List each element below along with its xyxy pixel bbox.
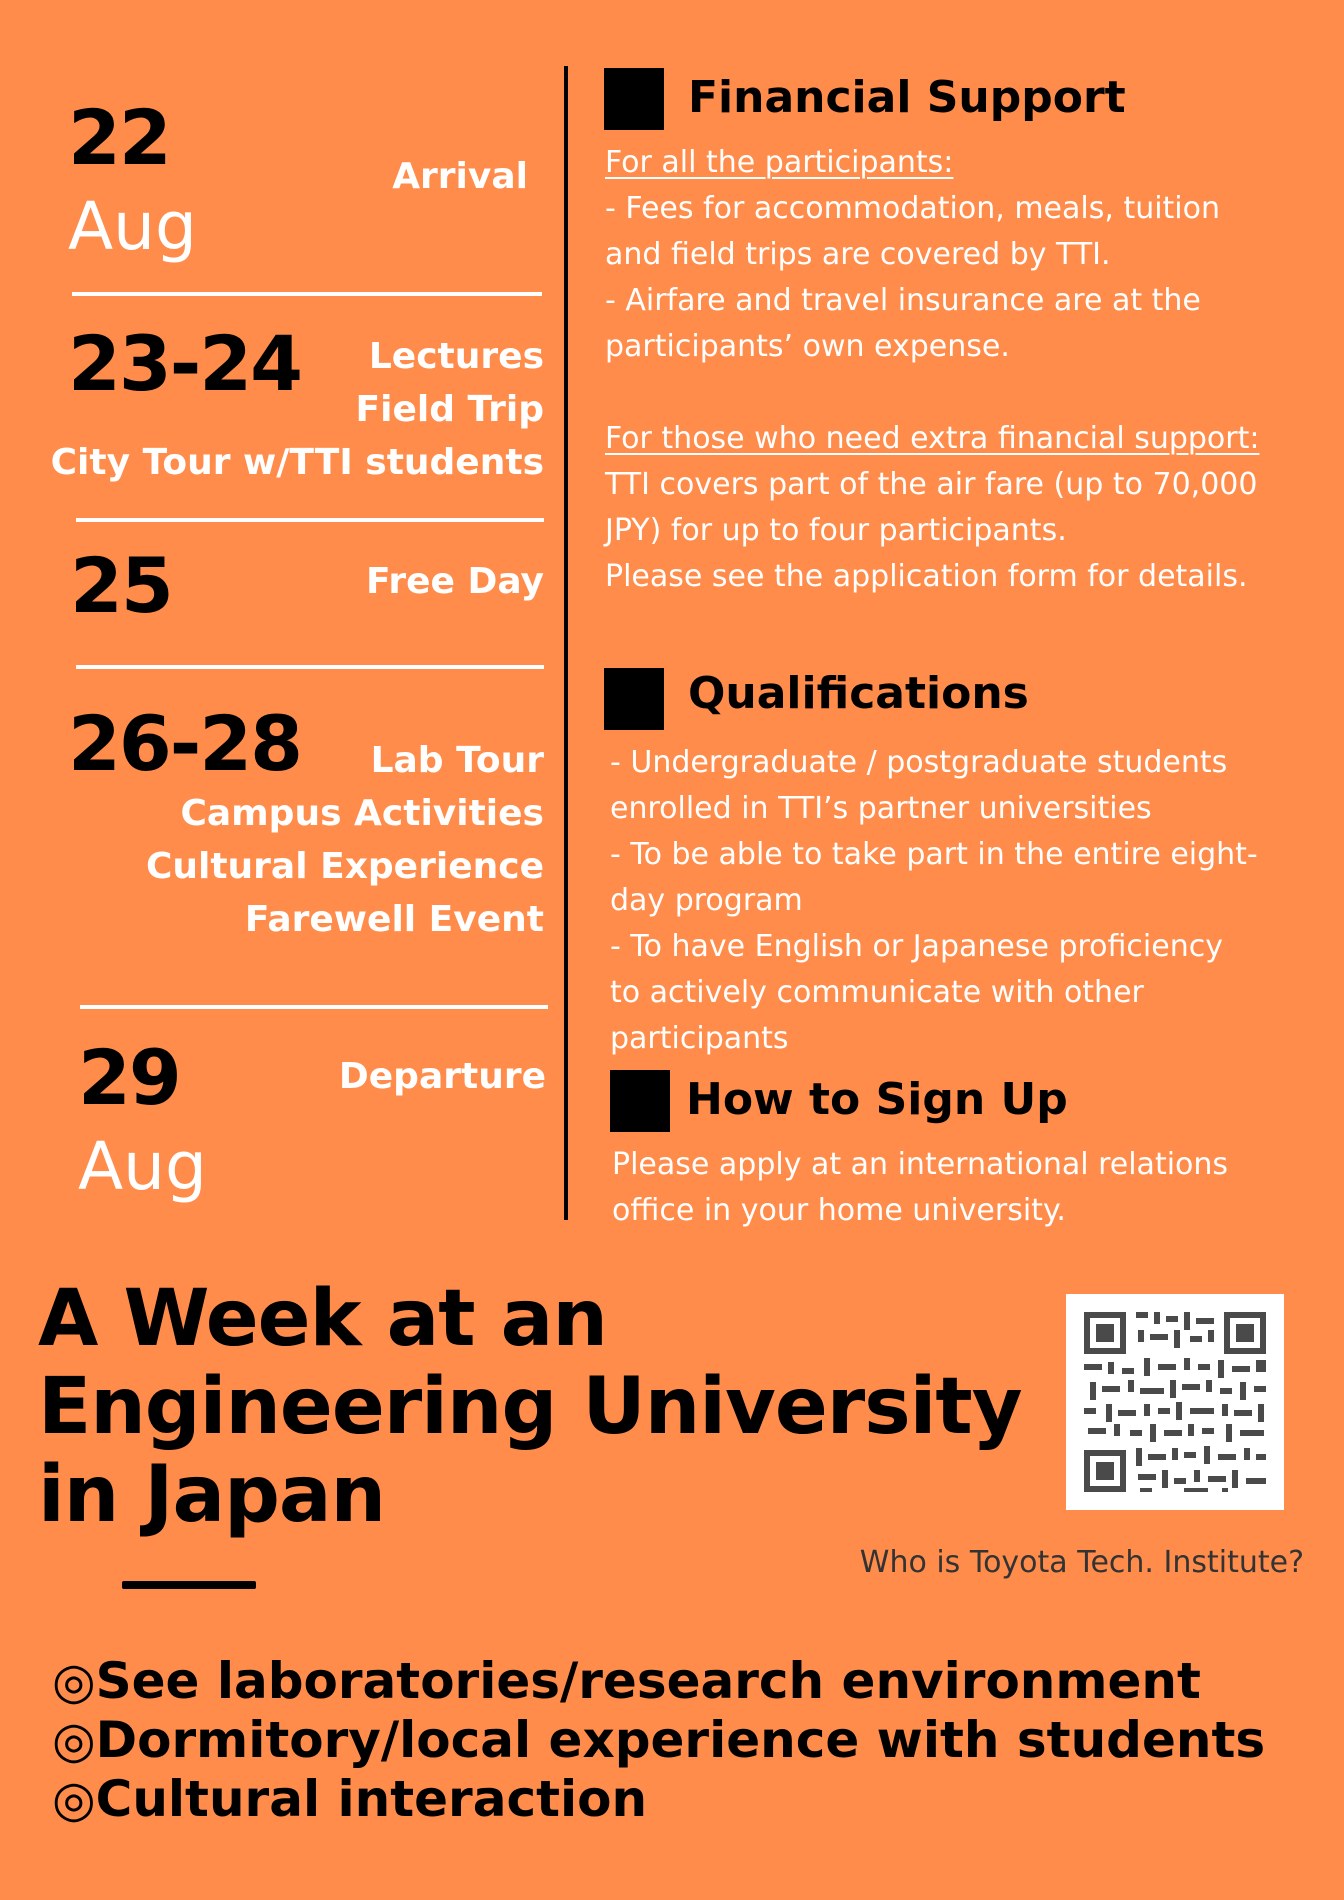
feature-list xyxy=(52,1652,1265,1829)
schedule-divider xyxy=(76,518,544,522)
financial-line: - Fees for accommodation, meals, tuition xyxy=(605,191,1221,226)
schedule-day-lectures: 23-24 xyxy=(68,319,302,408)
qualifications-heading: Qualifications xyxy=(688,668,1029,719)
schedule-divider xyxy=(72,292,542,296)
schedule-day-departure: 29 xyxy=(78,1033,180,1122)
qr-caption: Who is Toyota Tech. Institute? xyxy=(859,1545,1304,1580)
qualifications-body xyxy=(610,740,1334,1062)
feature-item: ◎Cultural interaction xyxy=(52,1770,648,1828)
spacer xyxy=(605,370,1335,416)
schedule-events-lab xyxy=(146,734,544,946)
financial-line: TTI covers part of the air fare (up to 70,000 xyxy=(605,467,1258,502)
feature-item: ◎Dormitory/local experience with students xyxy=(52,1711,1266,1769)
heading-square-icon xyxy=(604,668,664,730)
title-line: in Japan xyxy=(38,1450,386,1540)
schedule-divider xyxy=(76,665,544,669)
qualifications-line: enrolled in TTI’s partner universities xyxy=(610,791,1152,826)
schedule-event: Lectures xyxy=(368,336,544,377)
qr-code-graphic xyxy=(1066,1294,1284,1510)
schedule-event: Lab Tour xyxy=(370,740,544,781)
title-line: Engineering University xyxy=(38,1362,1022,1452)
column-divider xyxy=(564,66,568,1220)
poster-title xyxy=(38,1275,1022,1539)
financial-subheading-extra: For those who need extra financial support: xyxy=(605,421,1260,456)
title-line: A Week at an xyxy=(38,1274,607,1364)
financial-line: participants’ own expense. xyxy=(605,329,1010,364)
schedule-event: City Tour w/TTI students xyxy=(50,442,544,483)
qualifications-line: participants xyxy=(610,1021,789,1056)
schedule-day-lab: 26-28 xyxy=(68,699,302,788)
financial-subheading-all: For all the participants: xyxy=(605,145,954,180)
schedule-event-arrival: Arrival xyxy=(392,156,528,197)
financial-line: and field trips are covered by TTI. xyxy=(605,237,1111,272)
schedule-event-departure: Departure xyxy=(338,1056,546,1097)
schedule-event-free: Free Day xyxy=(366,561,544,602)
financial-line: JPY) for up to four participants. xyxy=(605,513,1067,548)
schedule-month-departure: Aug xyxy=(78,1128,207,1205)
qualifications-line: - Undergraduate / postgraduate students xyxy=(610,745,1228,780)
schedule-event: Campus Activities xyxy=(180,793,544,834)
financial-line: - Airfare and travel insurance are at the xyxy=(605,283,1201,318)
qualifications-line: day program xyxy=(610,883,803,918)
schedule-day-arrival: 22 xyxy=(68,93,170,182)
signup-body xyxy=(612,1142,1332,1234)
heading-square-icon xyxy=(610,1070,670,1132)
schedule-event: Cultural Experience xyxy=(145,846,544,887)
decorative-dash xyxy=(122,1581,256,1589)
schedule-events-lectures xyxy=(51,330,544,489)
signup-heading: How to Sign Up xyxy=(686,1074,1068,1125)
financial-support-body xyxy=(605,140,1335,600)
schedule-month-arrival: Aug xyxy=(68,188,197,265)
signup-line: Please apply at an international relations xyxy=(612,1147,1229,1182)
schedule-event: Field Trip xyxy=(355,389,544,430)
signup-line: office in your home university. xyxy=(612,1193,1066,1228)
schedule-event: Farewell Event xyxy=(244,899,544,940)
financial-support-heading: Financial Support xyxy=(688,72,1126,123)
qualifications-line: - To have English or Japanese proficiency xyxy=(610,929,1223,964)
heading-square-icon xyxy=(604,68,664,130)
schedule-day-free: 25 xyxy=(70,541,172,630)
feature-item: ◎See laboratories/research environment xyxy=(52,1652,1201,1710)
qualifications-line: - To be able to take part in the entire eight- xyxy=(610,837,1258,872)
schedule-divider xyxy=(80,1005,548,1009)
qr-code[interactable] xyxy=(1066,1294,1284,1510)
qualifications-line: to actively communicate with other xyxy=(610,975,1144,1010)
financial-line: Please see the application form for details. xyxy=(605,559,1248,594)
